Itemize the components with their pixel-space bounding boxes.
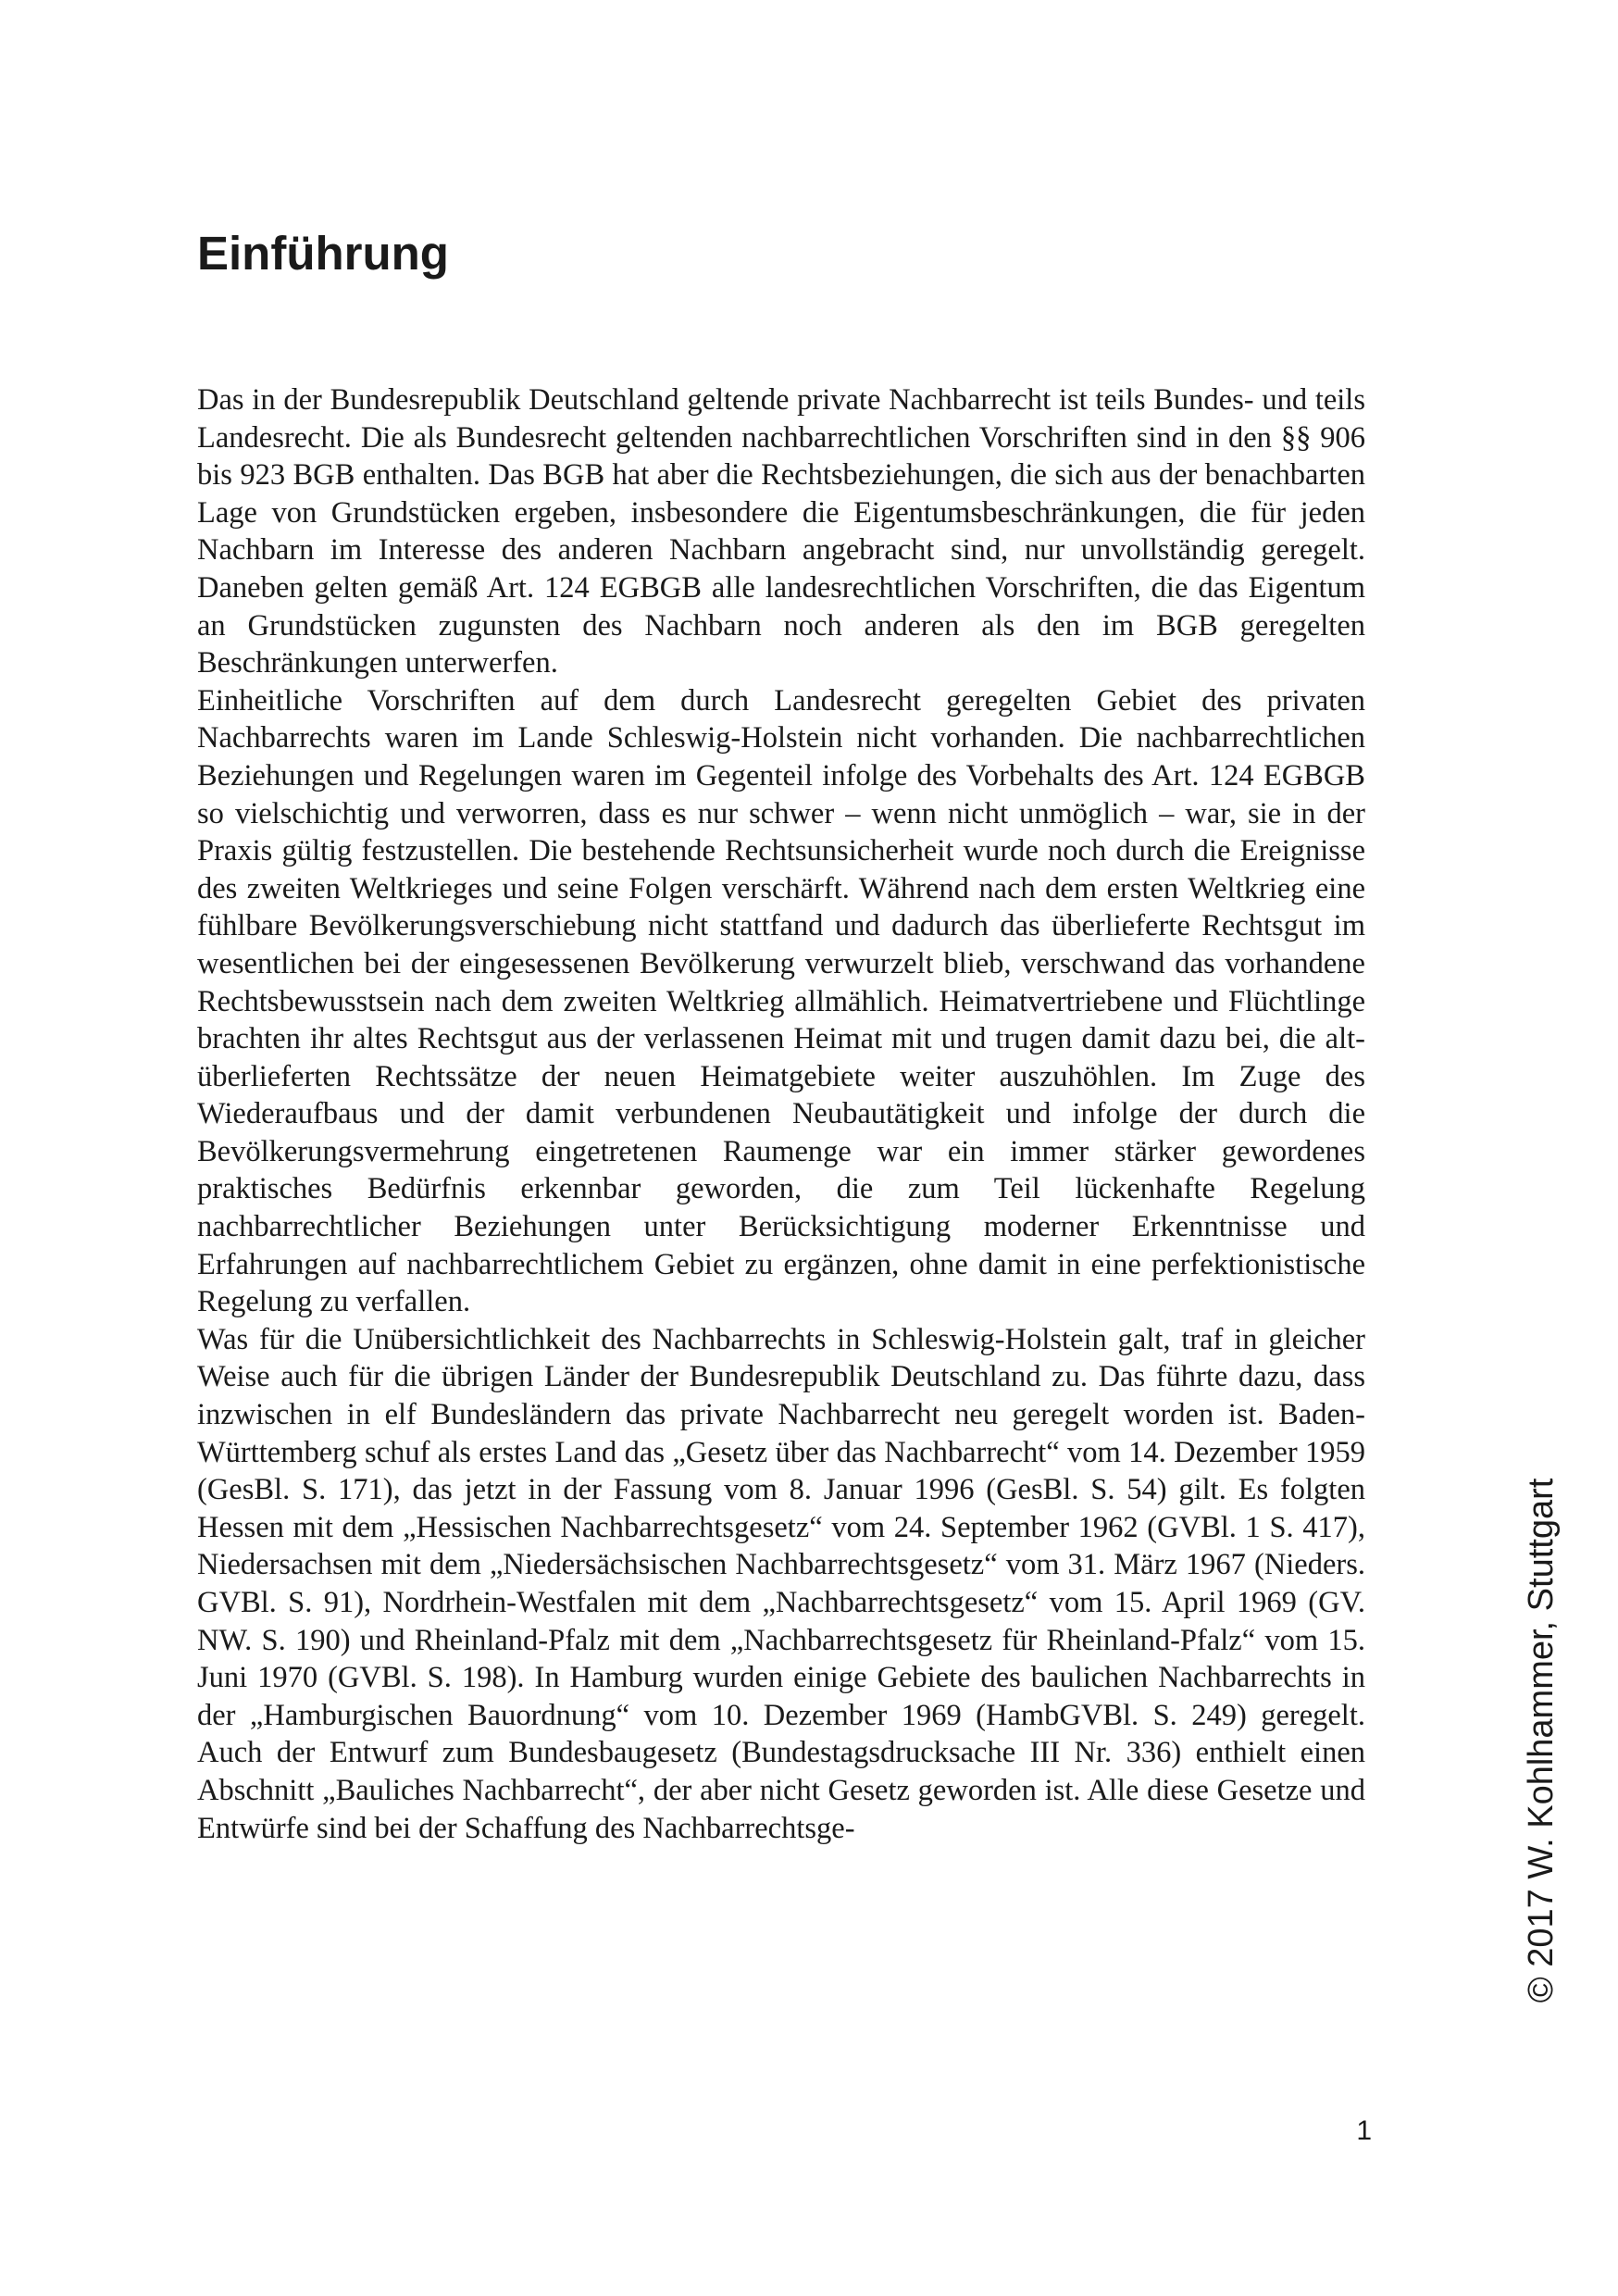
page-number: 1	[1356, 2115, 1372, 2146]
paragraph-3: Was für die Unübersichtlichkeit des Nachbarrechts in Schleswig-Holstein galt, traf in gleicher Weise auch für die übrigen Länder der Bundesrepublik Deutschland zu. Das führte dazu, dass inzwischen in elf Bundesländern das private Nachbarrecht neu geregelt worden ist. Baden-Württemberg schuf als erstes Land das „Gesetz über das Nachbarrecht“ vom 14. Dezember 1959 (GesBl. S. 171), das jetzt in der Fassung vom 8. Januar 1996 (GesBl. S. 54) gilt. Es folgten Hessen mit dem „Hessischen Nachbarrechtsgesetz“ vom 24. September 1962 (GVBl. 1 S. 417), Niedersachsen mit dem „Niedersächsischen Nachbarrechtsgesetz“ vom 31. März 1967 (Nieders. GVBl. S. 91), Nordrhein-Westfalen mit dem „Nachbarrechtsgesetz“ vom 15. April 1969 (GV. NW. S. 190) und Rheinland-Pfalz mit dem „Nachbarrechtsgesetz für Rheinland-Pfalz“ vom 15. Juni 1970 (GVBl. S. 198). In Hamburg wurden einige Gebiete des baulichen Nachbarrechts in der „Hamburgischen Bauordnung“ vom 10. Dezember 1969 (HambGVBl. S. 249) geregelt. Auch der Entwurf zum Bundesbaugesetz (Bundestagsdrucksache III Nr. 336) enthielt einen Abschnitt „Bauliches Nachbarrecht“, der aber nicht Gesetz geworden ist. Alle diese Gesetze und Entwürfe sind bei der Schaffung des Nachbarrechtsge-	[197, 1322, 1365, 1845]
copyright-notice: © 2017 W. Kohlhammer, Stuttgart	[1522, 1478, 1561, 2003]
body-text	[197, 381, 1365, 1847]
paragraph-1: Das in der Bundesrepublik Deutschland geltende private Nachbarrecht ist teils Bundes- und teils Landesrecht. Die als Bundesrecht geltenden nachbarrechtlichen Vorschriften sind in den §§ 906 bis 923 BGB enthalten. Das BGB hat aber die Rechtsbeziehungen, die sich aus der benachbarten Lage von Grundstücken ergeben, insbesondere die Eigentumsbeschränkungen, die für jeden Nachbarn im Interesse des anderen Nachbarn angebracht sind, nur unvollständig geregelt. Daneben gelten gemäß Art. 124 EGBGB alle landesrechtlichen Vorschriften, die das Eigentum an Grundstücken zugunsten des Nachbarn noch anderen als den im BGB geregelten Beschränkungen unterwerfen.	[197, 383, 1365, 680]
chapter-heading: Einführung	[197, 227, 449, 280]
paragraph-2: Einheitliche Vorschriften auf dem durch Landesrecht geregelten Gebiet des privaten Nachbarrechts waren im Lande Schleswig-Holstein nicht vorhanden. Die nachbarrechtlichen Beziehungen und Regelungen waren im Gegenteil infolge des Vorbehalts des Art. 124 EGBGB so vielschichtig und verworren, dass es nur schwer – wenn nicht unmöglich – war, sie in der Praxis gültig festzustellen. Die bestehende Rechtsunsicherheit wurde noch durch die Ereignisse des zweiten Weltkrieges und seine Folgen verschärft. Während nach dem ersten Weltkrieg eine fühlbare Bevölkerungsverschiebung nicht stattfand und dadurch das überlieferte Rechtsgut im wesentlichen bei der eingesessenen Bevölkerung verwurzelt blieb, verschwand das vorhandene Rechtsbewusstsein nach dem zweiten Weltkrieg allmählich. Heimatvertriebene und Flüchtlinge brachten ihr altes Rechtsgut aus der verlassenen Heimat mit und trugen damit dazu bei, die altüberlieferten Rechtssätze der neuen Heimatgebiete weiter auszuhöhlen. Im Zuge des Wiederaufbaus und der damit verbundenen Neubautätigkeit und infolge der durch die Bevölkerungsvermehrung eingetretenen Raumenge war ein immer stärker gewordenes praktisches Bedürfnis erkennbar geworden, die zum Teil lückenhafte Regelung nachbarrechtlicher Beziehungen unter Berücksichtigung moderner Erkenntnisse und Erfahrungen auf nachbarrechtlichem Gebiet zu ergänzen, ohne damit in eine perfektionistische Regelung zu verfallen.	[197, 683, 1365, 1319]
